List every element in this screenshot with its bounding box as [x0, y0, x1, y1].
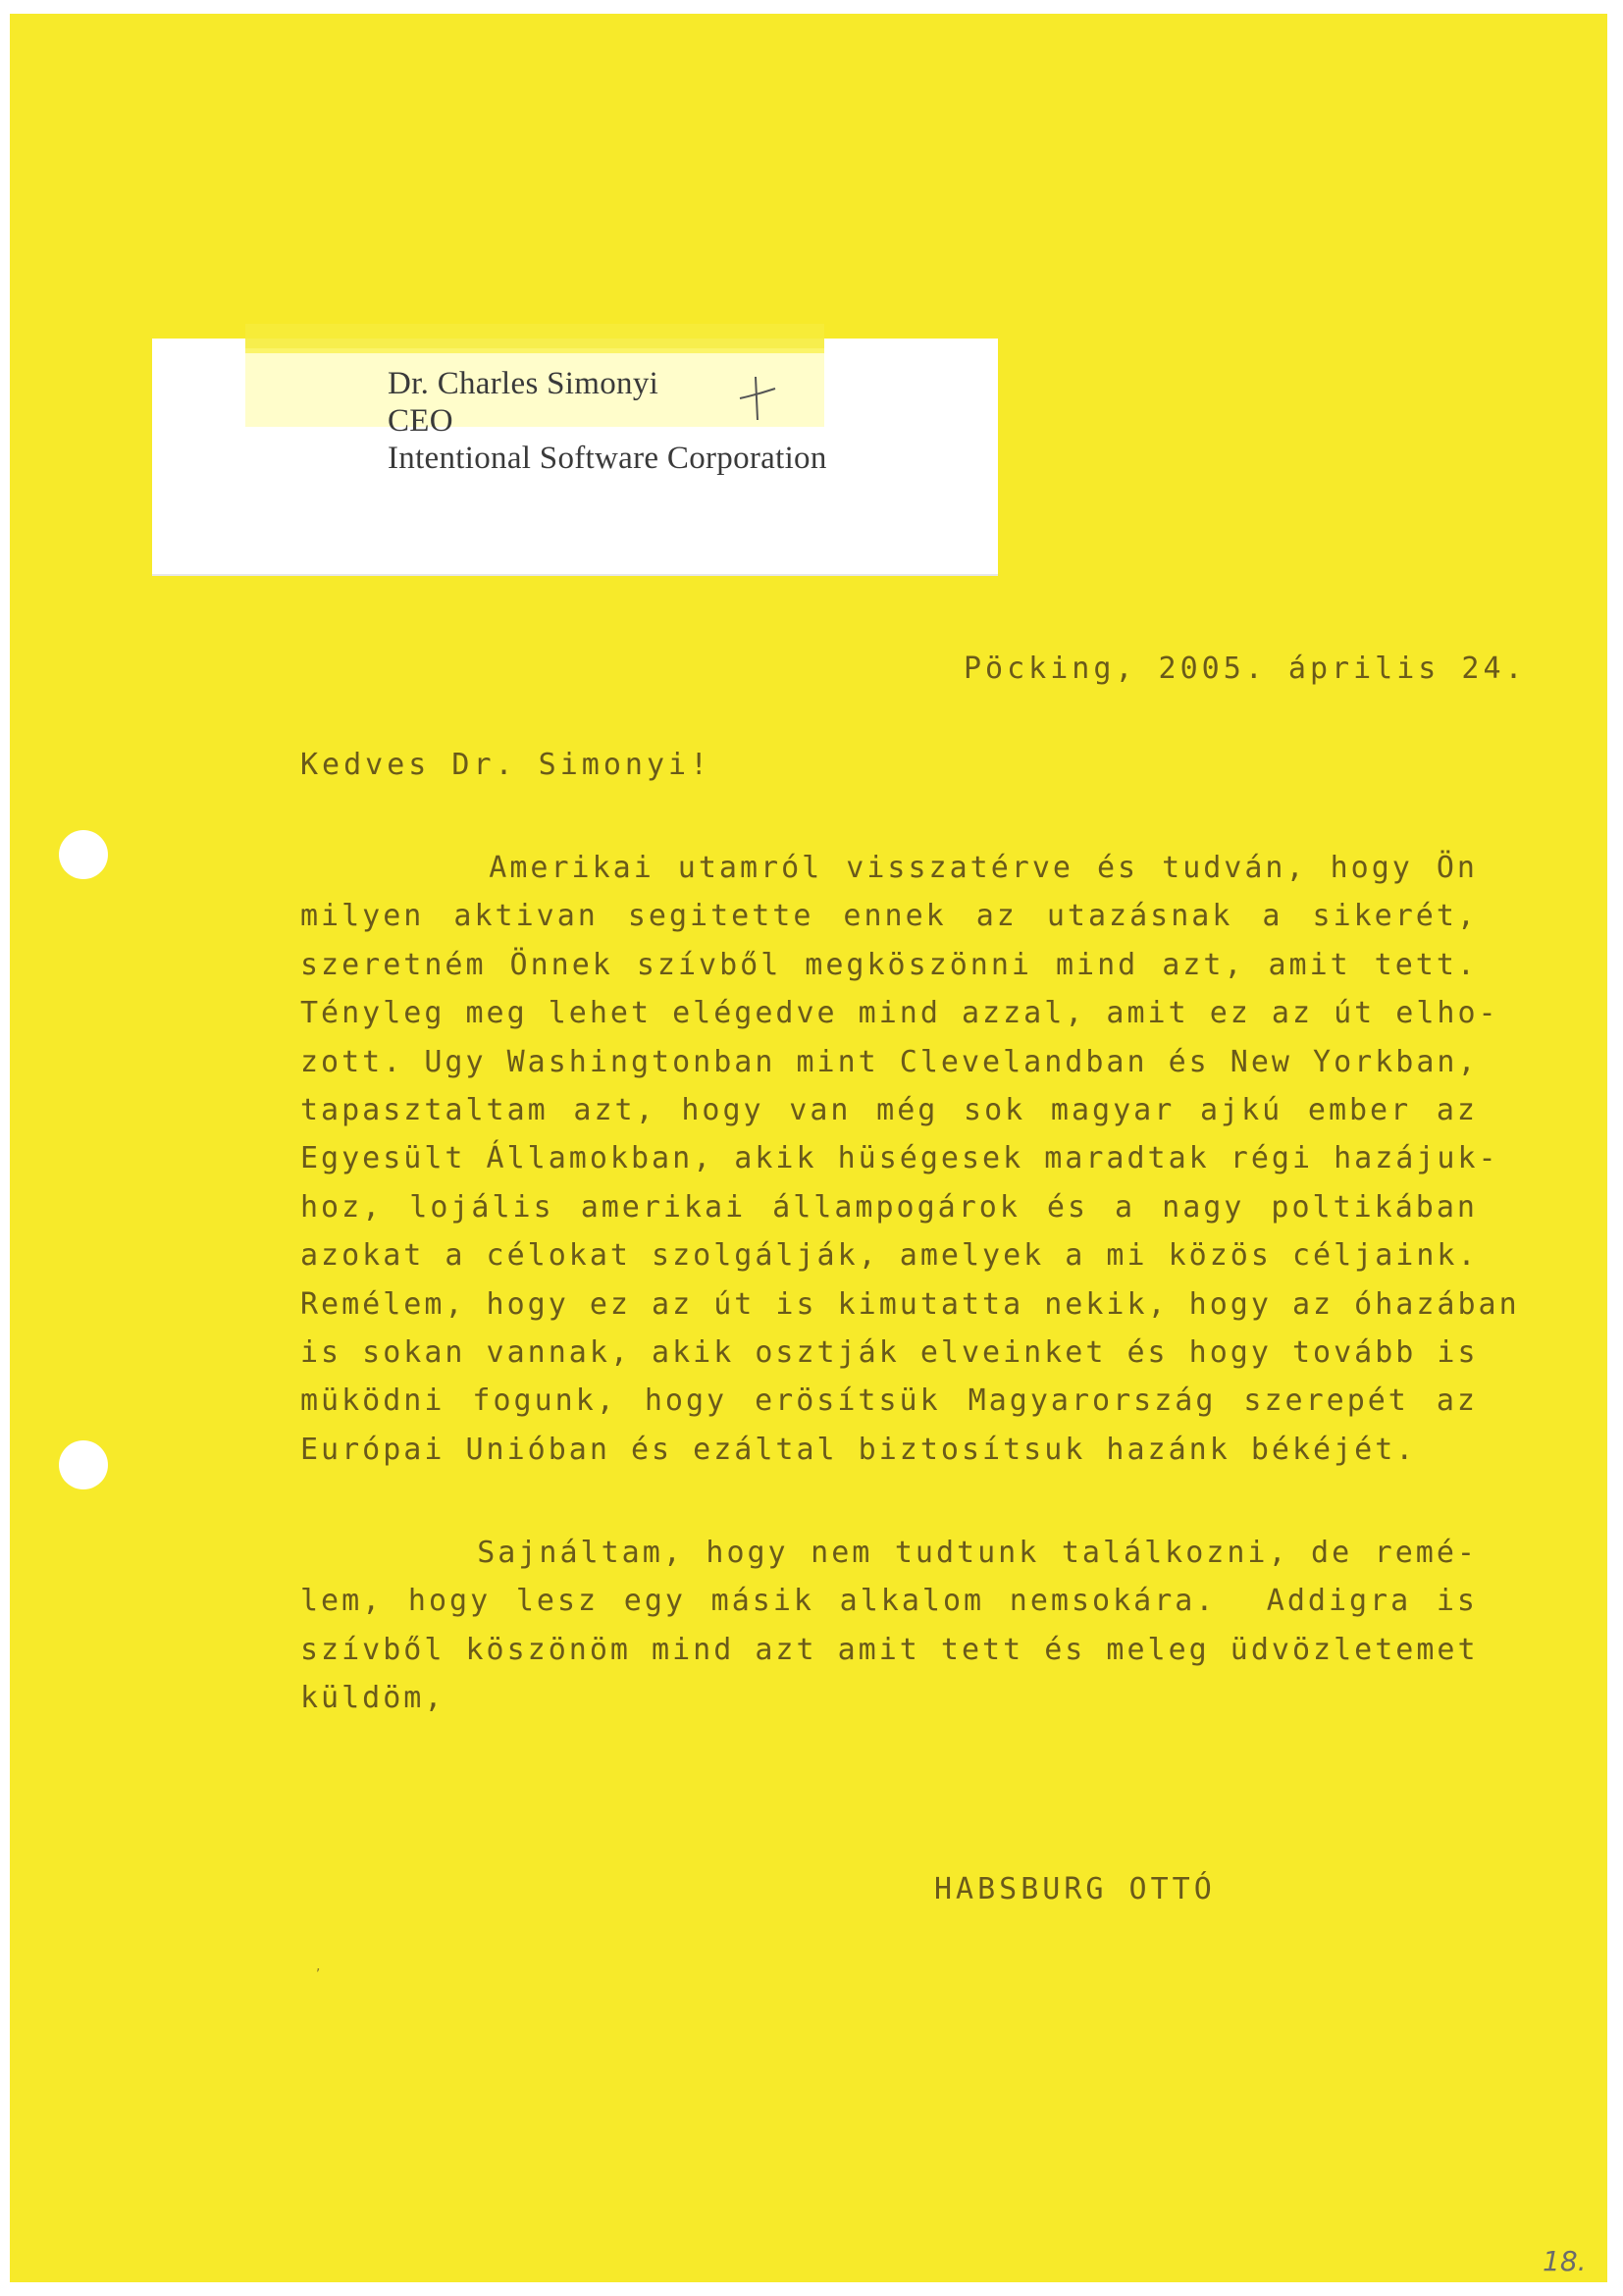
- handwritten-cross-mark: [738, 375, 777, 424]
- stray-pen-mark: ,: [316, 1958, 321, 1974]
- recipient-title: CEO: [388, 403, 453, 439]
- text-line: Tényleg meg lehet elégedve mind azzal, amit ez az út elho-: [300, 996, 1499, 1031]
- text-line: milyen aktivan segitette ennek az utazásnak a sikerét,: [300, 899, 1478, 934]
- text-line: is sokan vannak, akik osztják elveinket és hogy tovább is: [300, 1335, 1479, 1371]
- text-line: müködni fogunk, hogy erösítsük Magyarország szerepét az: [300, 1383, 1478, 1419]
- text-line: Európai Unióban és ezáltal biztosítsuk hazánk békéjét.: [300, 1432, 1417, 1467]
- text-line: küldöm,: [300, 1681, 445, 1716]
- recipient-company: Intentional Software Corporation: [388, 441, 827, 476]
- recipient-name: Dr. Charles Simonyi: [388, 366, 659, 401]
- text-line: szívből köszönöm mind azt amit tett és meleg üdvözletemet: [300, 1632, 1479, 1667]
- text-line: azokat a célokat szolgálják, amelyek a mi közös céljaink.: [300, 1238, 1479, 1274]
- letter-date: Pöcking, 2005. április 24.: [964, 652, 1527, 686]
- page-number: 18.: [1543, 2245, 1587, 2277]
- text-line: szeretném Önnek szívből megköszönni mind azt, amit tett.: [300, 947, 1478, 982]
- punch-hole: [59, 1440, 108, 1489]
- text-line: zott. Ugy Washingtonban mint Clevelandban és New Yorkban,: [300, 1044, 1479, 1079]
- letter-salutation: Kedves Dr. Simonyi!: [300, 748, 712, 782]
- text-line: lem, hogy lesz egy másik alkalom nemsokára. Addigra is: [300, 1584, 1478, 1619]
- text-line: Sajnáltam, hogy nem tudtunk találkozni, de remé-: [300, 1536, 1478, 1570]
- punch-hole: [59, 830, 108, 879]
- letter-paragraph-1: [300, 844, 1520, 1474]
- text-line: Egyesült Államokban, akik hüségesek maradtak régi hazájuk-: [300, 1141, 1499, 1176]
- text-line: Remélem, hogy ez az út is kimutatta nekik, hogy az óhazában: [300, 1286, 1520, 1322]
- letter-signature: HABSBURG OTTÓ: [934, 1872, 1216, 1906]
- letter-paragraph-2: [300, 1529, 1478, 1723]
- text-line: tapasztaltam azt, hogy van még sok magyar ajkú ember az: [300, 1093, 1478, 1128]
- text-line: hoz, lojális amerikai állampogárok és a nagy poltikában: [300, 1189, 1478, 1225]
- text-line: Amerikai utamról visszatérve és tudván, hogy Ön: [300, 851, 1478, 885]
